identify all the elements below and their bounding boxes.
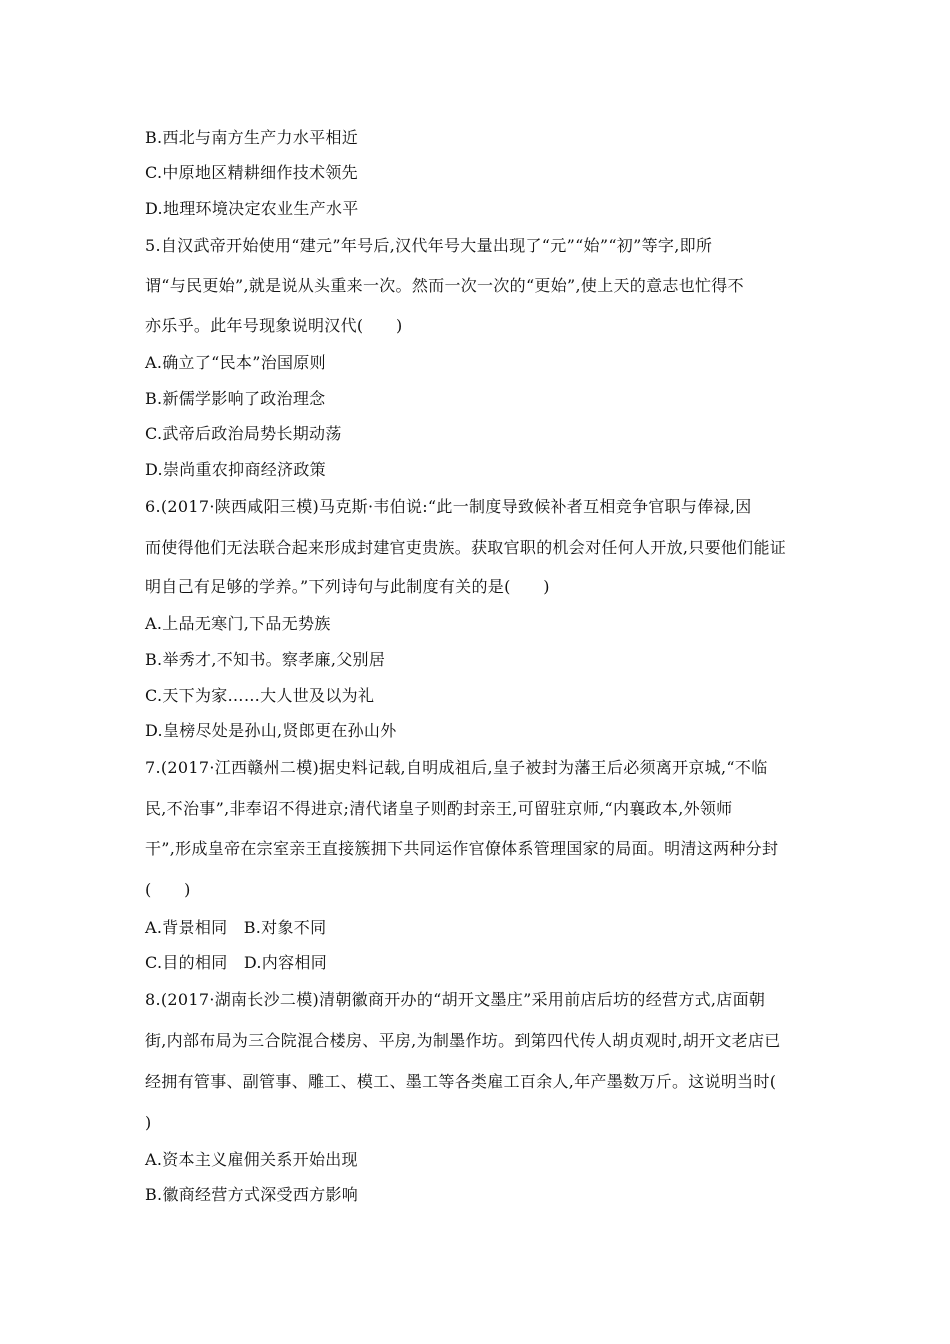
q4-option-b: B.西北与南方生产力水平相近	[145, 128, 359, 147]
q8-stem-line2: 街,内部布局为三合院混合楼房、平房,为制墨作坊。到第四代传人胡贞观时,胡开文老店已	[145, 1031, 781, 1050]
q6-option-a: A.上品无寒门,下品无势族	[145, 614, 331, 633]
q6-option-c: C.天下为家……大人世及以为礼	[145, 686, 375, 705]
q6-option-d: D.皇榜尽处是孙山,贤郎更在孙山外	[145, 721, 397, 740]
q6-stem-line2: 而使得他们无法联合起来形成封建官吏贵族。获取官职的机会对任何人开放,只要他们能证	[145, 538, 787, 557]
q8-stem-line1: 8.(2017·湖南长沙二模)清朝徽商开办的“胡开文墨庄”采用前店后坊的经营方式,店面朝	[145, 990, 766, 1009]
q8-stem-line4: )	[145, 1113, 152, 1132]
q8-option-b: B.徽商经营方式深受西方影响	[145, 1185, 359, 1204]
q8-option-a: A.资本主义雇佣关系开始出现	[145, 1150, 358, 1169]
q7-stem-line1: 7.(2017·江西赣州二模)据史料记载,自明成祖后,皇子被封为藩王后必须离开京城,“不临	[145, 758, 768, 777]
q4-option-d: D.地理环境决定农业生产水平	[145, 199, 359, 218]
q7-options-ab: A.背景相同 B.对象不同	[145, 918, 327, 937]
q6-stem-line1: 6.(2017·陕西咸阳三模)马克斯·韦伯说:“此一制度导致候补者互相竞争官职与俸禄,因	[145, 497, 752, 516]
q5-stem-line2: 谓“与民更始”,就是说从头重来一次。然而一次一次的“更始”,使上天的意志也忙得不	[145, 276, 744, 295]
q4-option-c: C.中原地区精耕细作技术领先	[145, 163, 358, 182]
q7-stem-line2: 民,不治事”,非奉诏不得进京;清代诸皇子则酌封亲王,可留驻京师,“内襄政本,外领师	[145, 799, 733, 818]
q5-stem-line3: 亦乐乎。此年号现象说明汉代( )	[145, 316, 403, 335]
q7-stem-line3: 干”,形成皇帝在宗室亲王直接簇拥下共同运作官僚体系管理国家的局面。明清这两种分封	[145, 839, 779, 858]
q5-stem-line1: 5.自汉武帝开始使用“建元”年号后,汉代年号大量出现了“元”“始”“初”等字,即所	[145, 236, 713, 255]
q5-option-b: B.新儒学影响了政治理念	[145, 389, 326, 408]
q8-stem-line3: 经拥有管事、副管事、雕工、模工、墨工等各类雇工百余人,年产墨数万斤。这说明当时(	[145, 1072, 777, 1091]
q6-stem-line3: 明自己有足够的学养。”下列诗句与此制度有关的是( )	[145, 577, 550, 596]
q5-option-a: A.确立了“民本”治国原则	[145, 353, 326, 372]
q6-option-b: B.举秀才,不知书。察孝廉,父别居	[145, 650, 386, 669]
q7-options-cd: C.目的相同 D.内容相同	[145, 953, 328, 972]
q7-stem-line4: ( )	[145, 880, 191, 899]
q5-option-d: D.崇尚重农抑商经济政策	[145, 460, 326, 479]
q5-option-c: C.武帝后政治局势长期动荡	[145, 424, 342, 443]
